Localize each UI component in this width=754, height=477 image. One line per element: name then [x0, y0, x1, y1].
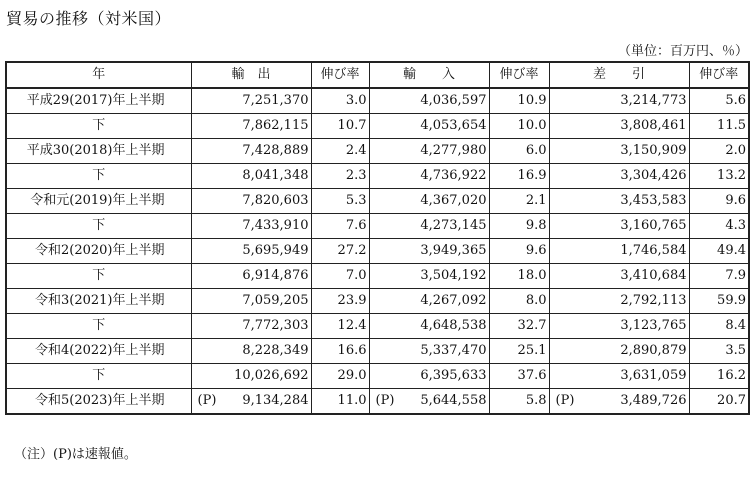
cell-imports: [369, 114, 489, 139]
cell-balance-value: 2,792,113: [620, 293, 687, 308]
cell-exports-rate: [311, 364, 369, 389]
cell-imports: [369, 339, 489, 364]
table-row: [6, 389, 749, 415]
cell-imports-rate: [489, 139, 549, 164]
cell-exports-rate: [311, 114, 369, 139]
cell-period: 令和5(2023)年上半期: [6, 389, 191, 415]
cell-imports-value: 4,736,922: [420, 168, 487, 183]
cell-period: 下: [6, 314, 191, 339]
cell-exports-rate: [311, 339, 369, 364]
cell-exports-rate: [311, 289, 369, 314]
cell-imports-rate-value: 10.9: [517, 93, 547, 108]
cell-balance-rate-value: 49.4: [717, 243, 746, 258]
cell-balance-rate: [689, 389, 749, 415]
cell-balance-rate-value: 13.2: [717, 168, 746, 183]
header-period: 年: [6, 62, 191, 88]
cell-balance-rate: [689, 114, 749, 139]
cell-period: 下: [6, 264, 191, 289]
cell-imports-rate: [489, 214, 549, 239]
cell-imports-value: 3,504,192: [420, 268, 487, 283]
cell-balance-rate-value: 9.6: [725, 193, 746, 208]
cell-period: 平成30(2018)年上半期: [6, 139, 191, 164]
header-balance-rate: 伸び率: [689, 62, 749, 88]
cell-balance: [549, 339, 689, 364]
cell-exports: [191, 289, 311, 314]
cell-balance-value: 3,410,684: [620, 268, 687, 283]
cell-balance: [549, 239, 689, 264]
cell-balance: [549, 164, 689, 189]
table-row: [6, 239, 749, 264]
cell-imports-value: 5,337,470: [420, 343, 487, 358]
table-row: [6, 114, 749, 139]
cell-exports-value: 7,433,910: [242, 218, 309, 233]
cell-imports-rate-value: 18.0: [517, 268, 547, 283]
preliminary-marker: (P): [375, 393, 395, 408]
cell-balance-rate: [689, 339, 749, 364]
cell-imports-rate-value: 8.0: [525, 293, 547, 308]
cell-balance: [549, 189, 689, 214]
cell-exports-rate-value: 11.0: [337, 393, 367, 408]
cell-imports-value: 5,644,558: [420, 393, 487, 408]
cell-balance-rate-value: 7.9: [725, 268, 746, 283]
cell-exports-rate-value: 16.6: [337, 343, 367, 358]
cell-balance-rate-value: 20.7: [717, 393, 746, 408]
header-row: [6, 62, 749, 88]
cell-exports-rate-value: 10.7: [337, 118, 367, 133]
cell-balance-rate: [689, 364, 749, 389]
cell-imports-rate: [489, 164, 549, 189]
cell-exports-value: 8,041,348: [242, 168, 309, 183]
cell-balance-rate: [689, 189, 749, 214]
cell-imports-rate: [489, 314, 549, 339]
cell-balance-value: 3,150,909: [620, 143, 687, 158]
cell-balance-rate: [689, 314, 749, 339]
cell-exports-rate-value: 7.6: [345, 218, 367, 233]
table-body: [6, 88, 749, 414]
cell-imports-rate-value: 5.8: [525, 393, 547, 408]
cell-exports-value: 7,428,889: [242, 143, 309, 158]
cell-exports: [191, 114, 311, 139]
cell-imports-rate-value: 16.9: [517, 168, 547, 183]
cell-exports-rate-value: 12.4: [337, 318, 367, 333]
cell-imports-value: 6,395,633: [420, 368, 487, 383]
cell-imports: [369, 164, 489, 189]
cell-exports-rate-value: 3.0: [345, 93, 367, 108]
cell-balance-rate: [689, 214, 749, 239]
cell-exports-rate: [311, 88, 369, 114]
cell-imports-value: 4,277,980: [420, 143, 487, 158]
cell-imports-rate-value: 9.8: [525, 218, 547, 233]
table-row: [6, 289, 749, 314]
cell-imports-rate-value: 6.0: [525, 143, 547, 158]
cell-imports-value: 4,273,145: [420, 218, 487, 233]
cell-exports-rate: [311, 264, 369, 289]
cell-balance-rate-value: 4.3: [725, 218, 746, 233]
cell-imports-rate-value: 10.0: [517, 118, 547, 133]
cell-balance-rate-value: 3.5: [725, 343, 746, 358]
cell-imports-rate: [489, 189, 549, 214]
cell-exports-value: 7,862,115: [242, 118, 309, 133]
cell-imports: [369, 189, 489, 214]
header-exports-rate: 伸び率: [311, 62, 369, 88]
cell-exports-rate-value: 23.9: [337, 293, 367, 308]
cell-balance-rate: [689, 139, 749, 164]
cell-imports-value: 4,648,538: [420, 318, 487, 333]
header-balance: 差 引: [549, 62, 689, 88]
cell-balance-value: 2,890,879: [620, 343, 687, 358]
cell-imports: [369, 88, 489, 114]
cell-period: 令和3(2021)年上半期: [6, 289, 191, 314]
table-row: [6, 214, 749, 239]
cell-balance-rate-value: 8.4: [725, 318, 746, 333]
cell-exports-rate: [311, 189, 369, 214]
cell-exports: [191, 214, 311, 239]
cell-exports-value: 5,695,949: [242, 243, 309, 258]
cell-balance-rate: [689, 289, 749, 314]
cell-exports-rate-value: 2.4: [345, 143, 367, 158]
cell-imports: [369, 364, 489, 389]
cell-period: 下: [6, 364, 191, 389]
cell-balance: [549, 389, 689, 415]
cell-exports-rate-value: 29.0: [337, 368, 367, 383]
cell-exports-rate: [311, 214, 369, 239]
cell-exports-value: 10,026,692: [234, 368, 309, 383]
cell-balance: [549, 264, 689, 289]
cell-exports: [191, 164, 311, 189]
cell-period: 令和元(2019)年上半期: [6, 189, 191, 214]
cell-exports-value: 6,914,876: [242, 268, 309, 283]
table-row: [6, 164, 749, 189]
cell-imports-rate: [489, 88, 549, 114]
cell-exports-value: 8,228,349: [242, 343, 309, 358]
cell-exports-rate: [311, 164, 369, 189]
cell-exports-value: 7,820,603: [242, 193, 309, 208]
cell-balance: [549, 114, 689, 139]
cell-balance-value: 3,453,583: [620, 193, 687, 208]
cell-imports: [369, 139, 489, 164]
table-row: [6, 339, 749, 364]
cell-balance: [549, 214, 689, 239]
cell-balance-value: 3,214,773: [620, 93, 687, 108]
cell-exports-value: 9,134,284: [242, 393, 309, 408]
cell-balance: [549, 289, 689, 314]
cell-balance-rate-value: 59.9: [717, 293, 746, 308]
cell-exports: [191, 264, 311, 289]
cell-exports: [191, 139, 311, 164]
footnote: （注）(P)は速報値。: [14, 447, 137, 462]
table-row: [6, 88, 749, 114]
cell-imports-rate-value: 9.6: [525, 243, 547, 258]
cell-imports-value: 3,949,365: [420, 243, 487, 258]
table-row: [6, 364, 749, 389]
cell-balance-value: 3,631,059: [620, 368, 687, 383]
cell-balance: [549, 88, 689, 114]
cell-imports-rate-value: 2.1: [525, 193, 547, 208]
cell-balance-rate-value: 2.0: [725, 143, 746, 158]
cell-balance-value: 3,123,765: [620, 318, 687, 333]
cell-exports-rate-value: 2.3: [345, 168, 367, 183]
table-row: [6, 139, 749, 164]
header-imports: 輸 入: [369, 62, 489, 88]
cell-balance-rate: [689, 88, 749, 114]
cell-balance-rate: [689, 264, 749, 289]
unit-label: （単位：百万円、％）: [617, 44, 748, 59]
cell-imports-rate: [489, 364, 549, 389]
cell-balance-rate-value: 16.2: [717, 368, 746, 383]
cell-imports-value: 4,367,020: [420, 193, 487, 208]
cell-exports: [191, 314, 311, 339]
cell-imports: [369, 314, 489, 339]
cell-imports-rate-value: 32.7: [517, 318, 547, 333]
cell-balance-value: 3,304,426: [620, 168, 687, 183]
cell-imports-value: 4,036,597: [420, 93, 487, 108]
cell-exports: [191, 239, 311, 264]
cell-imports: [369, 239, 489, 264]
cell-imports-value: 4,267,092: [420, 293, 487, 308]
cell-imports: [369, 389, 489, 415]
cell-imports-rate-value: 37.6: [517, 368, 547, 383]
cell-exports-rate: [311, 389, 369, 415]
cell-imports-value: 4,053,654: [420, 118, 487, 133]
trade-table: [5, 61, 750, 415]
cell-period: 平成29(2017)年上半期: [6, 88, 191, 114]
table-row: [6, 314, 749, 339]
cell-imports-rate: [489, 289, 549, 314]
cell-balance-value: 1,746,584: [620, 243, 687, 258]
cell-balance: [549, 314, 689, 339]
cell-imports-rate: [489, 389, 549, 415]
cell-imports-rate: [489, 264, 549, 289]
cell-exports-rate-value: 27.2: [337, 243, 367, 258]
cell-balance-value: 3,160,765: [620, 218, 687, 233]
cell-exports-rate-value: 5.3: [345, 193, 367, 208]
cell-imports-rate: [489, 339, 549, 364]
cell-exports-value: 7,059,205: [242, 293, 309, 308]
cell-imports-rate: [489, 239, 549, 264]
cell-exports: [191, 339, 311, 364]
cell-balance-rate: [689, 239, 749, 264]
cell-exports-value: 7,251,370: [242, 93, 309, 108]
header-imports-rate: 伸び率: [489, 62, 549, 88]
cell-balance: [549, 139, 689, 164]
cell-period: 令和2(2020)年上半期: [6, 239, 191, 264]
cell-period: 令和4(2022)年上半期: [6, 339, 191, 364]
cell-imports-rate: [489, 114, 549, 139]
preliminary-marker: (P): [555, 393, 575, 408]
cell-balance-value: 3,489,726: [620, 393, 687, 408]
cell-exports-rate: [311, 314, 369, 339]
cell-imports: [369, 289, 489, 314]
cell-period: 下: [6, 214, 191, 239]
cell-exports-rate: [311, 139, 369, 164]
table-row: [6, 264, 749, 289]
header-exports: 輸 出: [191, 62, 311, 88]
cell-imports-rate-value: 25.1: [517, 343, 547, 358]
cell-balance: [549, 364, 689, 389]
cell-period: 下: [6, 114, 191, 139]
cell-balance-rate-value: 11.5: [717, 118, 746, 133]
cell-imports: [369, 264, 489, 289]
table-row: [6, 189, 749, 214]
cell-balance-value: 3,808,461: [620, 118, 687, 133]
cell-period: 下: [6, 164, 191, 189]
cell-balance-rate: [689, 164, 749, 189]
table-title: 貿易の推移（対米国）: [6, 9, 172, 28]
cell-exports-rate: [311, 239, 369, 264]
cell-exports-rate-value: 7.0: [345, 268, 367, 283]
cell-exports: [191, 364, 311, 389]
cell-exports-value: 7,772,303: [242, 318, 309, 333]
cell-exports: [191, 88, 311, 114]
preliminary-marker: (P): [197, 393, 217, 408]
cell-imports: [369, 214, 489, 239]
cell-exports: [191, 389, 311, 415]
cell-exports: [191, 189, 311, 214]
cell-balance-rate-value: 5.6: [725, 93, 746, 108]
